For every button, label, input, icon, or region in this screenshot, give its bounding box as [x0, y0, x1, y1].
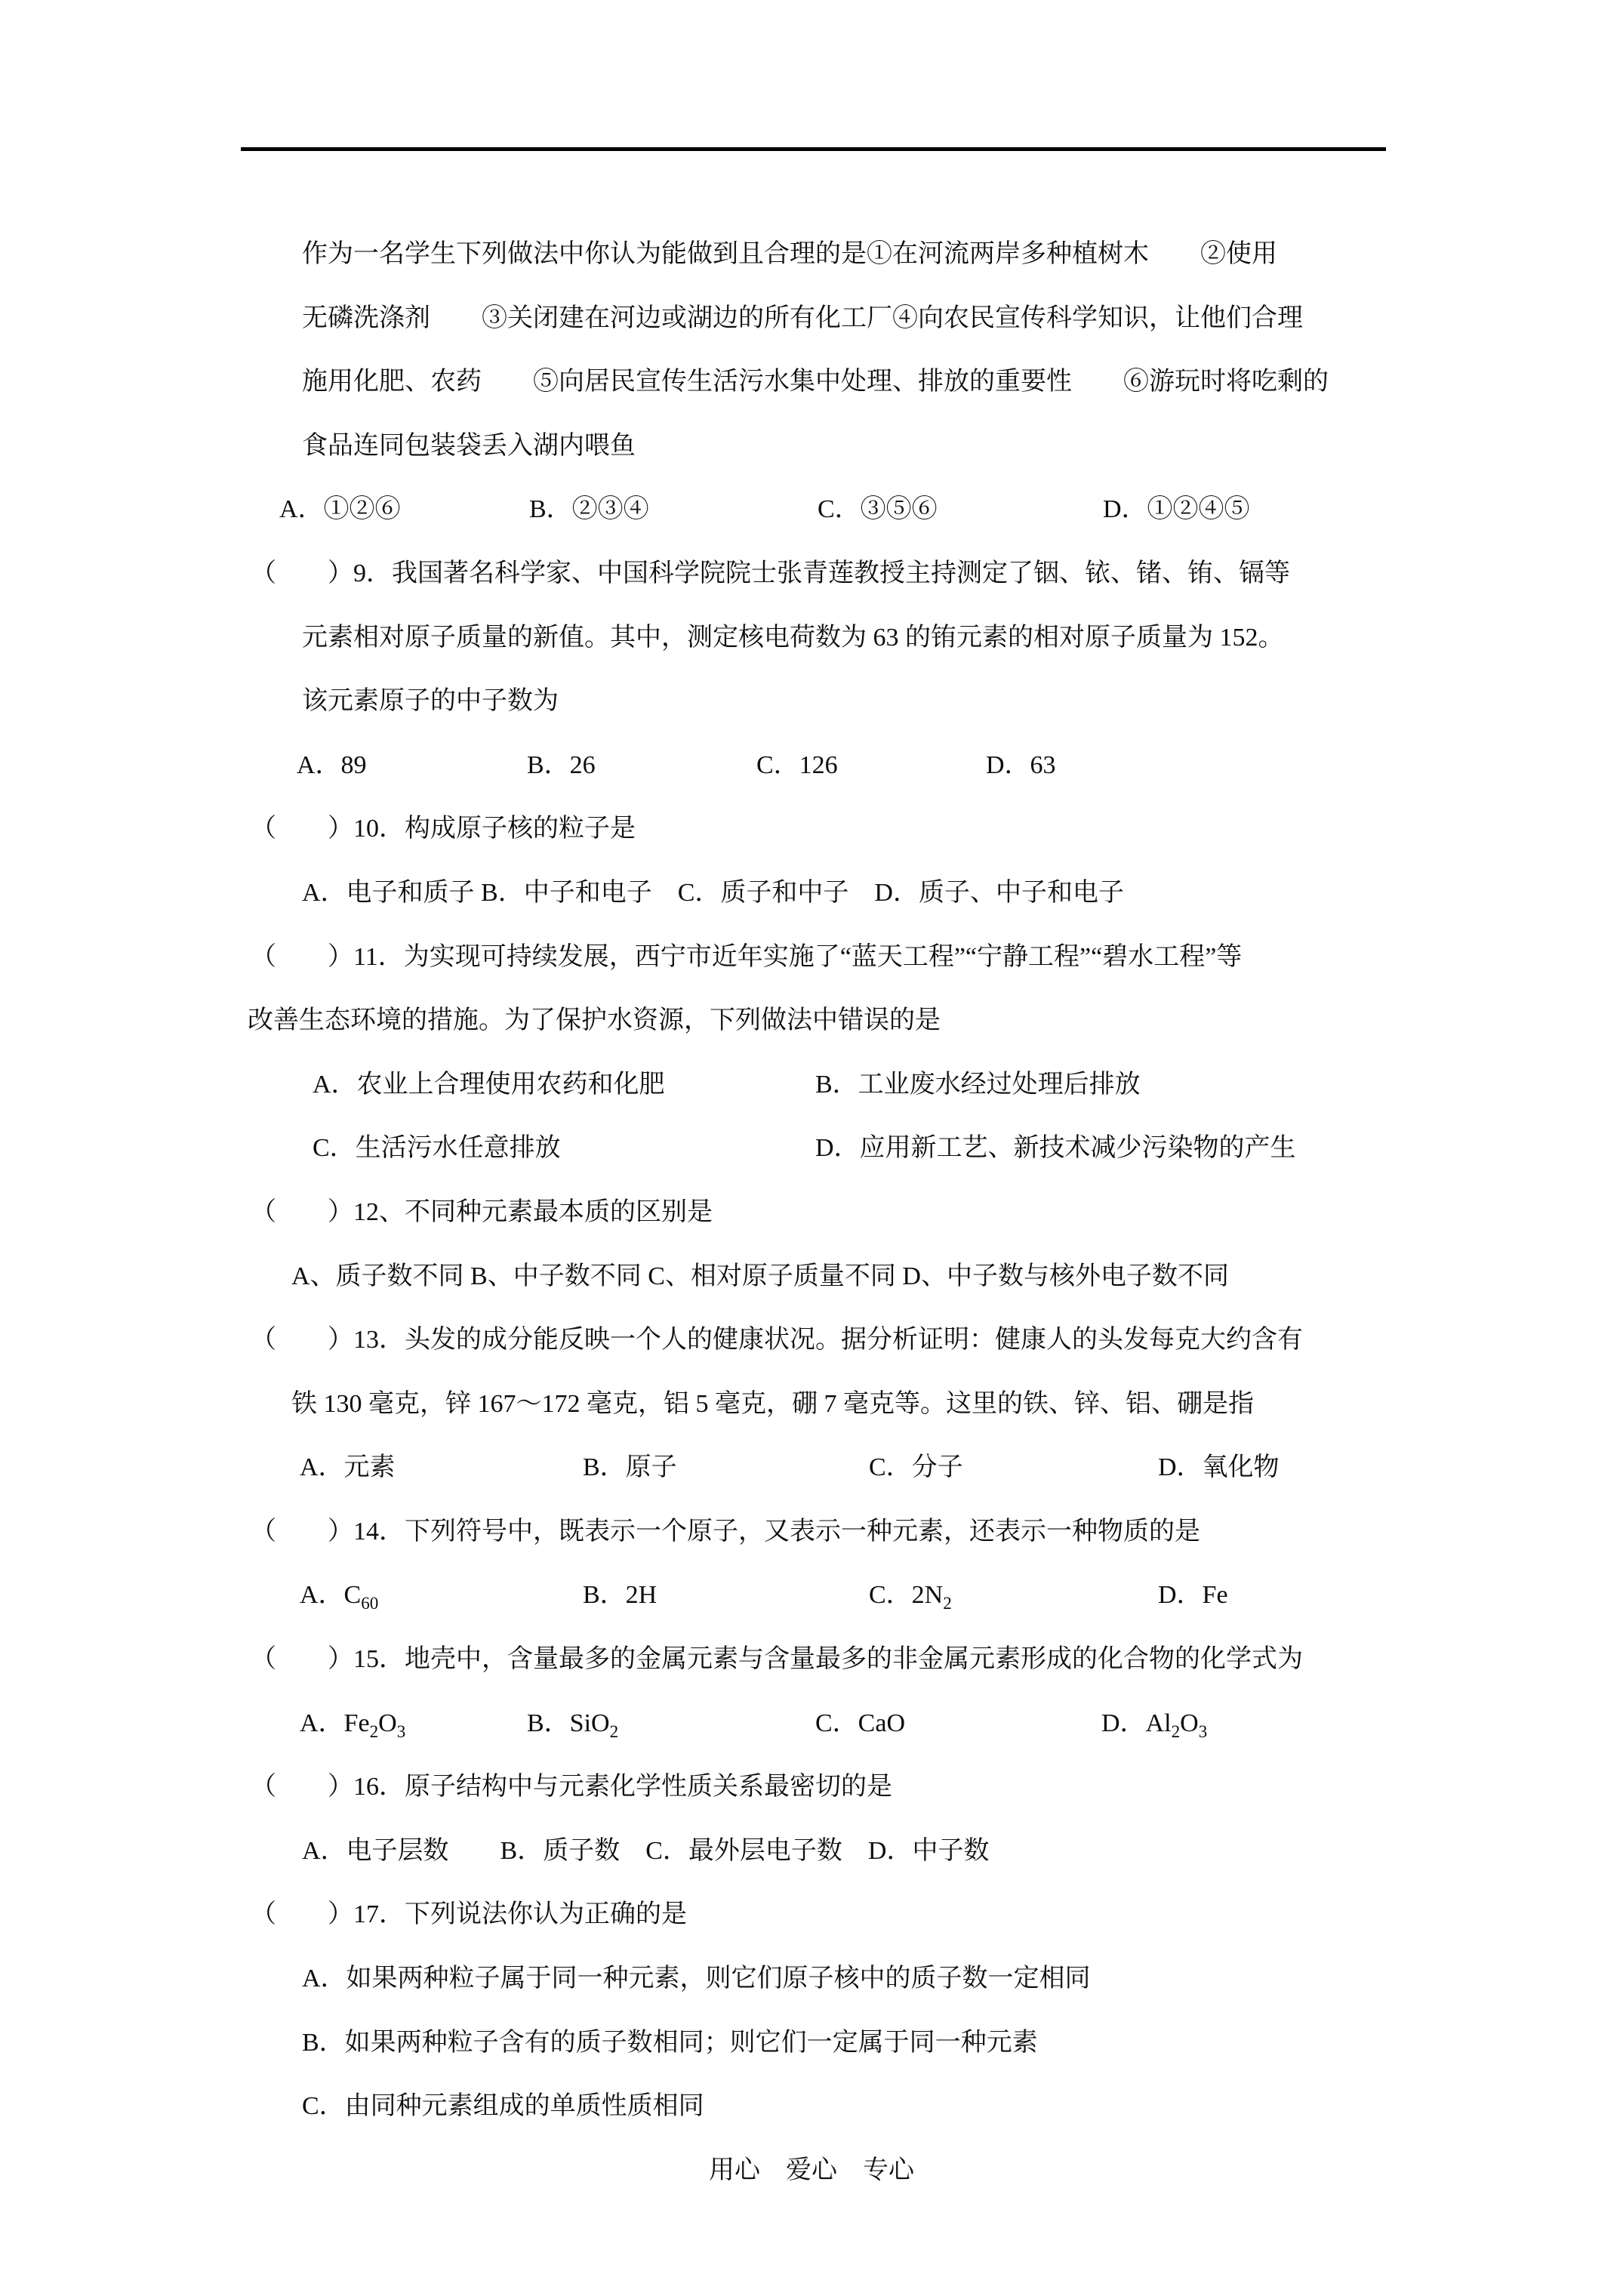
q14-option-b: B．2H [583, 1581, 658, 1610]
q15-option-d [1101, 1692, 1207, 1756]
document-body [0, 223, 1623, 2202]
q15-option-b [527, 1692, 618, 1756]
formula-subscript: 3 [396, 1721, 406, 1742]
formula-text: C．2N [869, 1581, 944, 1610]
q10-options-line: A．电子和质子 B．中子和电子 C．质子和中子 D．质子、中子和电子 [302, 878, 1124, 907]
formula-text: A．Fe [300, 1709, 370, 1737]
q11-options-row-cd [0, 1117, 1623, 1181]
formula-text: O [1180, 1709, 1199, 1737]
q11-options-row-ab [0, 1053, 1623, 1117]
q13-stem-line-1: （ ）13．头发的成分能反映一个人的健康状况。据分析证明：健康人的头发每克大约含有 [251, 1326, 1303, 1354]
q8-line-2: 无磷洗涤剂 ③关闭建在河边或湖边的所有化工厂④向农民宣传科学知识，让他们合理 [302, 304, 1303, 332]
q8-line-4: 食品连同包装袋丢入湖内喂鱼 [302, 431, 636, 460]
q9-option-d: D．63 [986, 750, 1056, 779]
q11-stem-line-2: 改善生态环境的措施。为了保护水资源，下列做法中错误的是 [248, 1006, 941, 1035]
q9-stem-line-3: 该元素原子的中子数为 [302, 687, 559, 716]
q8-option-a: A．①②⑥ [279, 495, 401, 524]
q13-option-d: D．氧化物 [1158, 1453, 1280, 1482]
q14-stem-line-1: （ ）14．下列符号中，既表示一个原子，又表示一种元素，还表示一种物质的是 [251, 1517, 1200, 1546]
q17-option-b: B．如果两种粒子含有的质子数相同；则它们一定属于同一种元素 [302, 2028, 1038, 2057]
q17-stem-line-1: （ ）17．下列说法你认为正确的是 [251, 1900, 687, 1929]
q9-stem-line-2: 元素相对原子质量的新值。其中，测定核电荷数为 63 的铕元素的相对原子质量为 152。 [302, 623, 1284, 652]
q8-option-d: D．①②④⑤ [1103, 495, 1250, 524]
q8-line-3: 施用化肥、农药 ⑤向居民宣传生活污水集中处理、排放的重要性 ⑥游玩时将吃剩的 [302, 368, 1329, 396]
q15-option-c: C．CaO [815, 1709, 905, 1737]
formula-text: O [378, 1709, 397, 1737]
formula-subscript: 2 [943, 1594, 952, 1614]
formula-subscript: 2 [369, 1721, 379, 1742]
q8-option-b: B．②③④ [529, 495, 649, 524]
formula-text: A．C [300, 1581, 362, 1610]
page-footer: 用心 爱心 专心 [709, 2156, 914, 2184]
q14-options-row [0, 1564, 1623, 1628]
q17-option-c: C．由同种元素组成的单质性质相同 [302, 2092, 704, 2121]
q13-stem-line-2: 铁 130 毫克，锌 167～172 毫克，铝 5 毫克，硼 7 毫克等。这里的铁、锌、铝、硼是指 [291, 1389, 1254, 1418]
formula-subscript: 2 [609, 1721, 619, 1742]
q11-option-d: D．应用新工艺、新技术减少污染物的产生 [815, 1134, 1296, 1163]
q15-option-a [300, 1692, 405, 1756]
q14-option-a [300, 1564, 378, 1628]
top-divider [241, 147, 1386, 151]
q9-stem-line-1: （ ）9．我国著名科学家、中国科学院院士张青莲教授主持测定了铟、铱、锗、铕、镉等 [251, 559, 1290, 587]
q8-line-1: 作为一名学生下列做法中你认为能做到且合理的是①在河流两岸多种植树木 ②使用 [302, 240, 1277, 268]
q13-options-row [0, 1436, 1623, 1500]
q8-option-c: C．③⑤⑥ [818, 495, 938, 524]
q8-options-row [0, 478, 1623, 542]
q11-option-a: A．农业上合理使用农药和化肥 [313, 1070, 665, 1099]
q13-option-a: A．元素 [300, 1453, 396, 1482]
q14-option-c [869, 1564, 952, 1628]
q15-options-row [0, 1692, 1623, 1756]
q13-option-b: B．原子 [583, 1453, 677, 1482]
q17-option-a: A．如果两种粒子属于同一种元素，则它们原子核中的质子数一定相同 [302, 1965, 1091, 1993]
q14-option-d: D．Fe [1158, 1581, 1228, 1610]
q13-option-c: C．分子 [869, 1453, 963, 1482]
q16-stem-line-1: （ ）16．原子结构中与元素化学性质关系最密切的是 [251, 1773, 892, 1801]
formula-subscript: 3 [1198, 1721, 1208, 1742]
q15-stem-line-1: （ ）15．地壳中，含量最多的金属元素与含量最多的非金属元素形成的化合物的化学式为 [251, 1645, 1303, 1674]
q16-options-line: A．电子层数 B．质子数 C．最外层电子数 D．中子数 [302, 1836, 990, 1865]
q12-options-line: A、质子数不同 B、中子数不同 C、相对原子质量不同 D、中子数与核外电子数不同 [291, 1262, 1229, 1290]
q9-option-a: A．89 [297, 750, 367, 779]
q11-option-b: B．工业废水经过处理后排放 [815, 1070, 1141, 1099]
q9-option-b: B．26 [527, 750, 596, 779]
q10-stem-line-1: （ ）10．构成原子核的粒子是 [251, 815, 636, 843]
q11-stem-line-1: （ ）11．为实现可持续发展，西宁市近年实施了“蓝天工程”“宁静工程”“碧水工程”等 [251, 942, 1243, 971]
q9-options-row [0, 734, 1623, 798]
formula-text: B．SiO [527, 1709, 610, 1737]
formula-subscript: 2 [1171, 1721, 1181, 1742]
q12-stem-line-1: （ ）12、不同种元素最本质的区别是 [251, 1197, 713, 1226]
formula-text: D．Al [1101, 1709, 1172, 1737]
q11-option-c: C．生活污水任意排放 [313, 1134, 561, 1163]
q9-option-c: C．126 [756, 750, 838, 779]
formula-subscript: 60 [361, 1594, 379, 1614]
